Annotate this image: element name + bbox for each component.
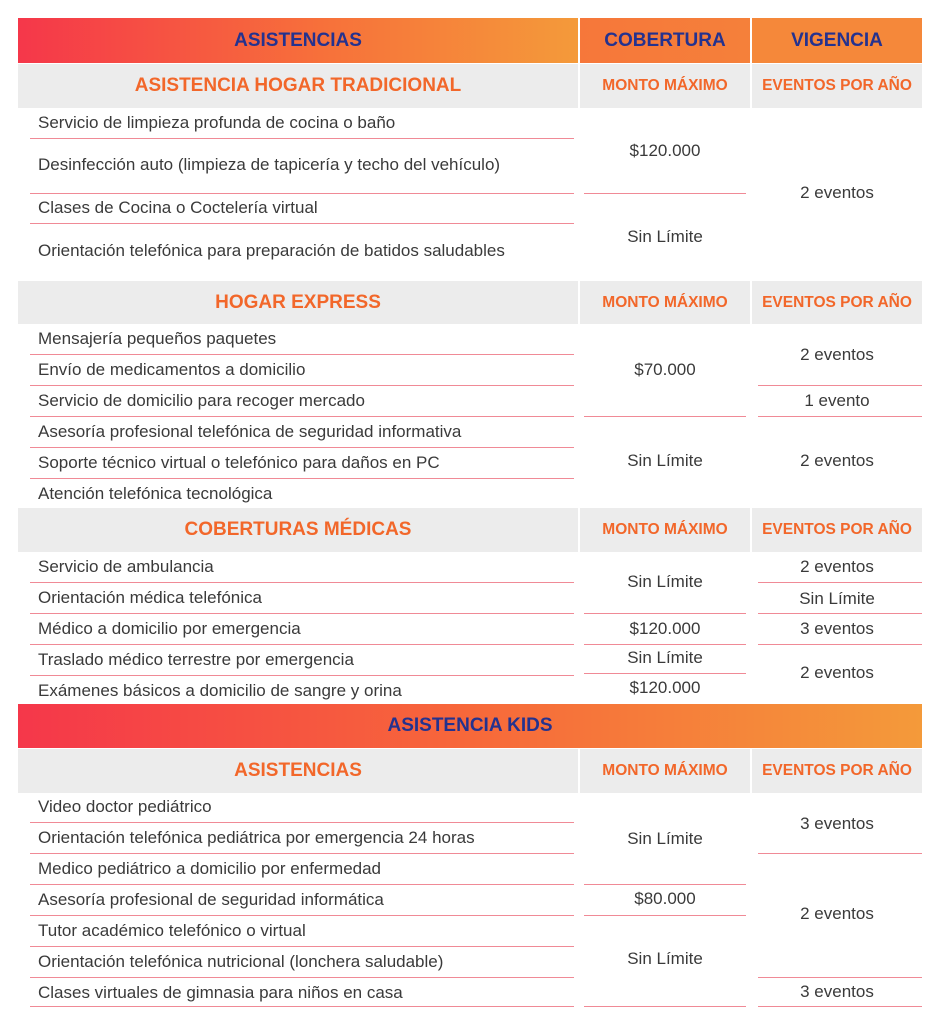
list-item: Orientación telefónica pediátrica por emergencia 24 horas — [38, 828, 475, 847]
row-divider — [30, 853, 574, 854]
events-value: 2 eventos — [800, 557, 874, 576]
list-item: Clases de Cocina o Coctelería virtual — [38, 198, 318, 217]
cell-divider — [758, 613, 922, 614]
coverage-value: $120.000 — [629, 141, 701, 160]
cell-divider — [758, 1006, 922, 1007]
coverage-value: $120.000 — [629, 619, 701, 638]
list-item: Servicio de limpieza profunda de cocina o baño — [38, 113, 396, 132]
header-cobertura: COBERTURA — [604, 29, 726, 51]
cell-divider — [584, 1006, 746, 1007]
list-item: Orientación médica telefónica — [38, 588, 262, 607]
section-title: ASISTENCIAS — [234, 760, 362, 781]
cell-divider — [584, 884, 746, 885]
section-col-eventos: EVENTOS POR AÑO — [762, 762, 912, 779]
section-col-eventos: EVENTOS POR AÑO — [762, 521, 912, 538]
header-asistencias: ASISTENCIAS — [234, 29, 362, 51]
list-item: Soporte técnico virtual o telefónico para daños en PC — [38, 453, 440, 472]
events-value: 3 eventos — [800, 982, 874, 1001]
row-divider — [30, 946, 574, 947]
row-divider — [30, 478, 574, 479]
row-divider — [30, 675, 574, 676]
cell-divider — [758, 582, 922, 583]
coverage-value: Sin Límite — [627, 572, 703, 591]
row-divider — [30, 822, 574, 823]
list-item: Asesoría profesional de seguridad informática — [38, 890, 384, 909]
row-divider — [30, 613, 574, 614]
coverage-value: $70.000 — [634, 360, 696, 379]
cell-divider — [584, 644, 746, 645]
list-item: Envío de medicamentos a domicilio — [38, 360, 306, 379]
coverage-value: Sin Límite — [627, 227, 703, 246]
list-item: Traslado médico terrestre por emergencia — [38, 650, 354, 669]
events-value: Sin Límite — [799, 589, 875, 608]
list-item: Exámenes básicos a domicilio de sangre y orina — [38, 681, 402, 700]
coverage-value: $80.000 — [634, 889, 696, 908]
cell-divider — [758, 644, 922, 645]
coverage-value: Sin Límite — [627, 451, 703, 470]
events-value: 2 eventos — [800, 663, 874, 682]
events-value: 2 eventos — [800, 183, 874, 202]
section-col-monto: MONTO MÁXIMO — [602, 521, 728, 538]
list-item: Mensajería pequeños paquetes — [38, 329, 277, 348]
list-item: Video doctor pediátrico — [38, 797, 212, 816]
kids-banner-title: ASISTENCIA KIDS — [387, 715, 553, 736]
events-value: 3 eventos — [800, 619, 874, 638]
events-value: 2 eventos — [800, 451, 874, 470]
row-divider — [30, 138, 574, 139]
cell-divider — [758, 416, 922, 417]
cell-divider — [584, 193, 746, 194]
list-item: Asesoría profesional telefónica de seguridad informativa — [38, 422, 462, 441]
cell-divider — [758, 977, 922, 978]
events-value: 2 eventos — [800, 345, 874, 364]
section-col-eventos: EVENTOS POR AÑO — [762, 293, 912, 311]
section-title: HOGAR EXPRESS — [215, 291, 381, 313]
coverage-value: Sin Límite — [627, 648, 703, 667]
coverage-value: $120.000 — [629, 678, 701, 697]
list-item: Desinfección auto (limpieza de tapicería y techo del vehículo) — [38, 155, 501, 174]
section-col-eventos: EVENTOS POR AÑO — [762, 77, 912, 94]
list-item: Tutor académico telefónico o virtual — [38, 921, 306, 940]
section-title: ASISTENCIA HOGAR TRADICIONAL — [134, 75, 462, 96]
row-divider — [30, 644, 574, 645]
cell-divider — [584, 915, 746, 916]
row-divider — [30, 582, 574, 583]
row-divider — [30, 416, 574, 417]
row-divider — [30, 977, 574, 978]
section-col-monto: MONTO MÁXIMO — [602, 762, 728, 779]
coverage-value: Sin Límite — [627, 829, 703, 848]
list-item: Servicio de ambulancia — [38, 557, 214, 576]
header-vigencia: VIGENCIA — [791, 29, 883, 51]
row-divider — [30, 354, 574, 355]
row-divider — [30, 447, 574, 448]
coverage-value: Sin Límite — [627, 949, 703, 968]
row-divider — [30, 1006, 574, 1007]
list-item: Orientación telefónica para preparación de batidos saludables — [38, 241, 505, 260]
row-divider — [30, 223, 574, 224]
row-divider — [30, 884, 574, 885]
list-item: Atención telefónica tecnológica — [38, 484, 273, 503]
cell-divider — [584, 673, 746, 674]
row-divider — [30, 915, 574, 916]
cell-divider — [758, 385, 922, 386]
list-item: Servicio de domicilio para recoger mercado — [38, 391, 365, 410]
cell-divider — [584, 613, 746, 614]
list-item: Clases virtuales de gimnasia para niños en casa — [38, 983, 403, 1002]
events-value: 3 eventos — [800, 814, 874, 833]
cell-divider — [758, 853, 922, 854]
events-value: 1 evento — [804, 391, 870, 410]
section-col-monto: MONTO MÁXIMO — [602, 293, 728, 311]
list-item: Médico a domicilio por emergencia — [38, 619, 301, 638]
list-item: Orientación telefónica nutricional (lonchera saludable) — [38, 952, 444, 971]
row-divider — [30, 385, 574, 386]
list-item: Medico pediátrico a domicilio por enfermedad — [38, 859, 382, 878]
section-col-monto: MONTO MÁXIMO — [602, 77, 728, 94]
section-title: COBERTURAS MÉDICAS — [184, 519, 412, 540]
cell-divider — [584, 416, 746, 417]
row-divider — [30, 193, 574, 194]
events-value: 2 eventos — [800, 904, 874, 923]
